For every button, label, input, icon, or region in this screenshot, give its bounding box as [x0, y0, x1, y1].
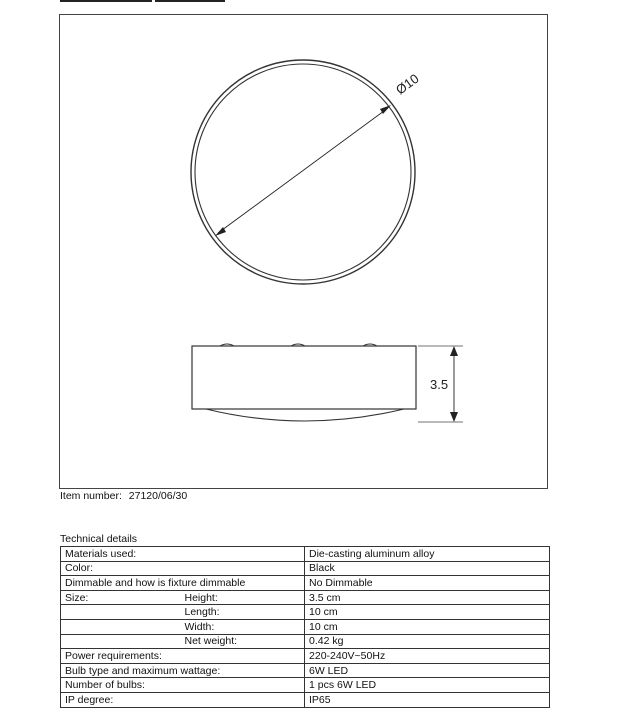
technical-details-table	[60, 546, 550, 708]
side-view-body	[192, 346, 416, 409]
spec-label: Size:	[61, 590, 181, 605]
spec-value: 1 pcs 6W LED	[305, 678, 550, 693]
spec-label	[61, 634, 181, 649]
table-row	[61, 590, 550, 605]
spec-value: Black	[305, 561, 550, 576]
height-label: 3.5	[430, 377, 449, 392]
table-row	[61, 692, 550, 707]
top-tab-strip	[60, 0, 230, 3]
spec-label: Bulb type and maximum wattage:	[61, 663, 305, 678]
table-row	[61, 576, 550, 591]
technical-drawing	[60, 15, 549, 490]
technical-details-title: Technical details	[60, 533, 138, 545]
diameter-dimension-line	[218, 108, 388, 233]
table-row	[61, 605, 550, 620]
spec-label: Color:	[61, 561, 305, 576]
table-row	[61, 678, 550, 693]
item-number-line	[60, 490, 187, 502]
spec-label: Power requirements:	[61, 649, 305, 664]
item-number-value: 27120/06/30	[128, 490, 188, 502]
spec-value: 220-240V~50Hz	[305, 649, 550, 664]
table-row	[61, 663, 550, 678]
spec-value: 10 cm	[305, 605, 550, 620]
top-tab-line-2	[155, 0, 225, 2]
spec-label	[61, 605, 181, 620]
spec-label: Dimmable and how is fixture dimmable	[61, 576, 305, 591]
top-view-inner-ring	[195, 64, 411, 280]
height-arrow-top	[450, 346, 458, 356]
table-row	[61, 649, 550, 664]
spec-label: Materials used:	[61, 547, 305, 562]
technical-drawing-frame	[59, 14, 548, 489]
top-tab-line-1	[60, 0, 152, 2]
table-row	[61, 547, 550, 562]
spec-value: 10 cm	[305, 619, 550, 634]
top-view-outer-ring	[191, 60, 415, 284]
side-view-diffuser	[206, 409, 404, 421]
spec-sublabel: Net weight:	[181, 634, 305, 649]
spec-sublabel: Height:	[181, 590, 305, 605]
spec-label	[61, 619, 181, 634]
table-row	[61, 619, 550, 634]
spec-label: Number of bulbs:	[61, 678, 305, 693]
spec-value: Die-casting aluminum alloy	[305, 547, 550, 562]
height-arrow-bottom	[450, 412, 458, 422]
spec-value: 0.42 kg	[305, 634, 550, 649]
spec-value: 3.5 cm	[305, 590, 550, 605]
spec-label: IP degree:	[61, 692, 305, 707]
table-row	[61, 634, 550, 649]
diameter-label: Ø10	[392, 70, 422, 98]
item-number-label: Item number:	[60, 490, 122, 502]
spec-value: No Dimmable	[305, 576, 550, 591]
table-row	[61, 561, 550, 576]
spec-value: 6W LED	[305, 663, 550, 678]
spec-sublabel: Length:	[181, 605, 305, 620]
spec-sublabel: Width:	[181, 619, 305, 634]
spec-value: IP65	[305, 692, 550, 707]
